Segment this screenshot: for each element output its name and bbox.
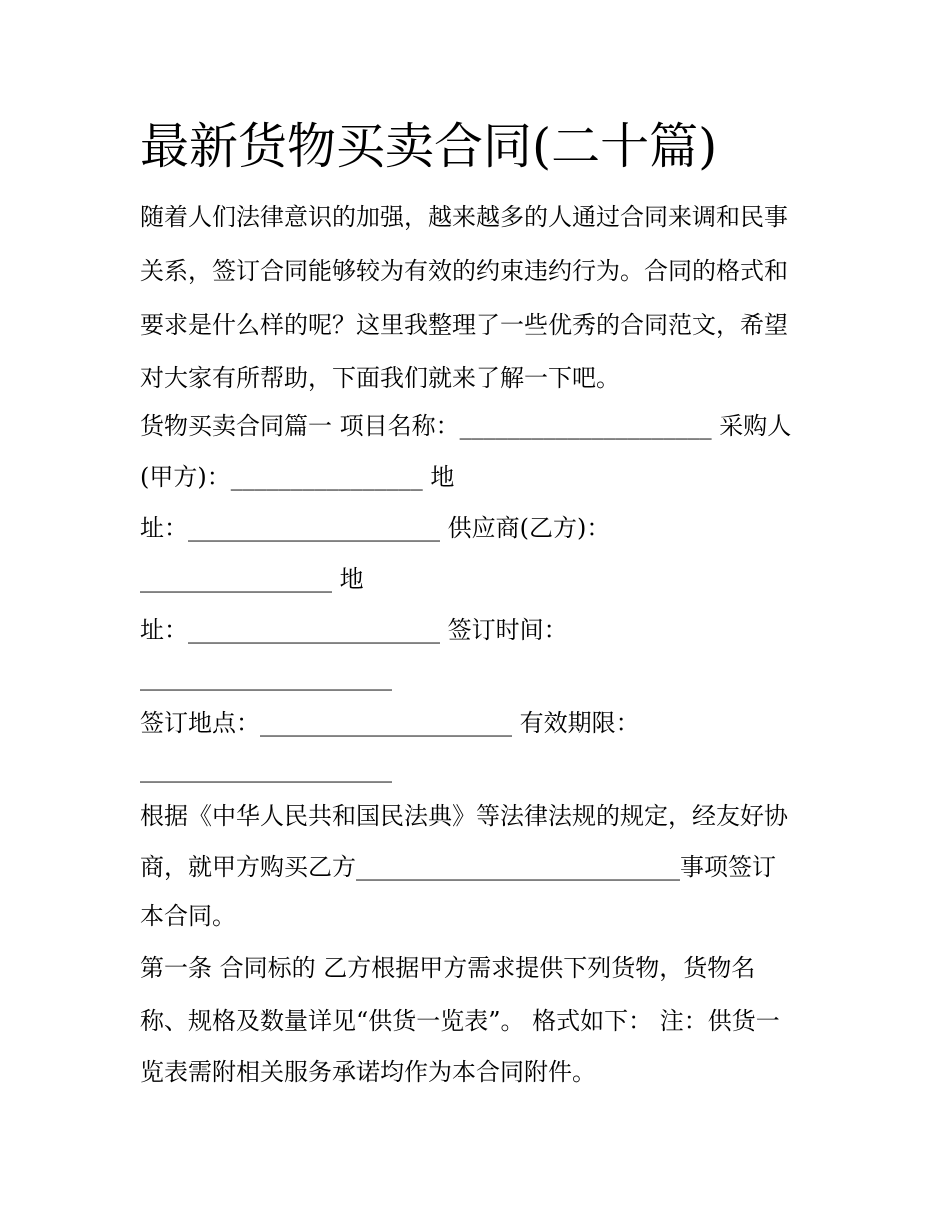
body-line: 要求是什么样的呢？这里我整理了一些优秀的合同范文，希望 <box>140 311 788 339</box>
body-line: 称、规格及数量详见“供货一览表”。 格式如下： 注：供货一 <box>140 1007 780 1035</box>
body-line: 第一条 合同标的 乙方根据甲方需求提供下列货物，货物名 <box>140 954 756 982</box>
body-line: 根据《中华人民共和国民法典》等法律法规的规定，经友好协 <box>140 802 788 830</box>
body-line: _____________________ <box>140 755 392 783</box>
body-line: _____________________ <box>140 663 392 691</box>
body-line: 货物买卖合同篇一 项目名称：_____________________ 采购人 <box>140 412 792 440</box>
body-line: 址：_____________________ 供应商(乙方)： <box>140 514 611 542</box>
body-line: 签订地点：_____________________ 有效期限： <box>140 709 640 737</box>
body-line: 本合同。 <box>140 902 236 930</box>
document-title: 最新货物买卖合同(二十篇) <box>140 118 718 175</box>
body-line: ________________ 地 <box>140 565 364 593</box>
body-line: 关系，签订合同能够较为有效的约束违约行为。合同的格式和 <box>140 257 788 285</box>
body-line: (甲方)：________________ 地 <box>140 463 455 491</box>
body-line: 随着人们法律意识的加强，越来越多的人通过合同来调和民事 <box>140 203 788 231</box>
body-line: 览表需附相关服务承诺均作为本合同附件。 <box>140 1058 596 1086</box>
body-line: 对大家有所帮助，下面我们就来了解一下吧。 <box>140 364 620 392</box>
body-line: 址：_____________________ 签订时间： <box>140 616 568 644</box>
body-line: 商，就甲方购买乙方___________________________事项签订 <box>140 853 776 881</box>
